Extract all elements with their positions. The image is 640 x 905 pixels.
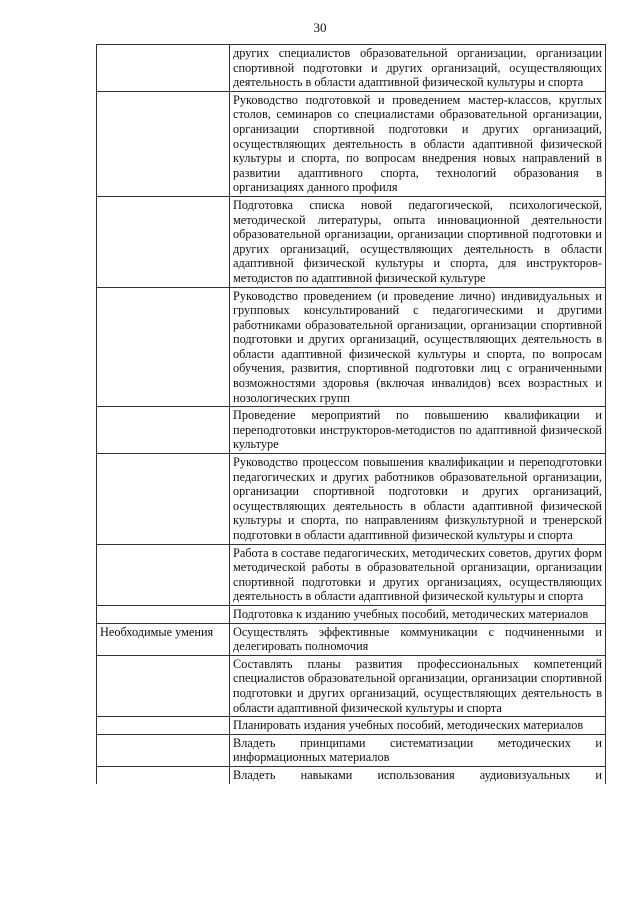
row-text: других специалистов образовательной организации, организации спортивной подготовки и других организаций, осуществляющих деятельность в области адаптивной физической культуры и спорта xyxy=(230,45,606,92)
row-label xyxy=(97,91,230,196)
row-text: Подготовка к изданию учебных пособий, методических материалов xyxy=(230,605,606,623)
table-row xyxy=(97,544,606,605)
row-text: Подготовка списка новой педагогической, психологической, методической литературы, опыта инновационной деятельности образовательной организации, организации спортивной подготовки и других организаций, осуществляющих деятельность в области адаптивной физической культуры и спорта, для инструкторов-методистов по адаптивной физической культуре xyxy=(230,196,606,287)
table-row xyxy=(97,655,606,716)
row-label xyxy=(97,196,230,287)
row-text: Руководство процессом повышения квалификации и переподготовки педагогических и других работников образовательной организации, организации спортивной подготовки и других организаций, осуществляющих деятельность в области адаптивной физической культуры и спорта, по направлениям физкультурной и тренерской подготовки в области адаптивной физической культуры и спорта xyxy=(230,454,606,545)
row-text: Планировать издания учебных пособий, методических материалов xyxy=(230,717,606,735)
row-text: Проведение мероприятий по повышению квалификации и переподготовки инструкторов-методистов по адаптивной физической культуре xyxy=(230,407,606,454)
row-text: Руководство подготовкой и проведением мастер-классов, круглых столов, семинаров со специалистами образовательной организации, организации спортивной подготовки и других организаций, осуществляющих деятельность в области адаптивной физической культуры и спорта, по вопросам внедрения новых направлений в развитии адаптивного спорта, технологий образования в организациях данного профиля xyxy=(230,91,606,196)
table-row xyxy=(97,407,606,454)
row-label xyxy=(97,734,230,766)
row-text: Составлять планы развития профессиональных компетенций специалистов образовательной организации, организации спортивной подготовки и других организаций, осуществляющих деятельность в области адаптивной физической культуры и спорта xyxy=(230,655,606,716)
row-label xyxy=(97,766,230,783)
row-text: Осуществлять эффективные коммуникации с подчиненными и делегировать полномочия xyxy=(230,623,606,655)
row-text: Работа в составе педагогических, методических советов, других форм методической работы в образовательной организации, организации спортивной подготовки и других организациях, осуществляющих деятельность в области адаптивной физической культуры и спорта xyxy=(230,544,606,605)
table-row xyxy=(97,45,606,92)
row-label xyxy=(97,655,230,716)
row-label xyxy=(97,407,230,454)
table-row xyxy=(97,766,606,783)
table-row xyxy=(97,605,606,623)
table-row xyxy=(97,734,606,766)
row-label xyxy=(97,287,230,407)
table-row xyxy=(97,623,606,655)
row-label: Необходимые умения xyxy=(97,623,230,655)
row-label xyxy=(97,544,230,605)
requirements-table xyxy=(96,44,606,784)
row-label xyxy=(97,605,230,623)
page-number: 30 xyxy=(313,20,327,35)
table-row xyxy=(97,454,606,545)
table-row xyxy=(97,91,606,196)
row-label xyxy=(97,45,230,92)
row-label xyxy=(97,717,230,735)
table-row xyxy=(97,287,606,407)
row-text: Руководство проведением (и проведение лично) индивидуальных и групповых консультирований с педагогическими и другими работниками образовательной организации, организации спортивной подготовки и других организаций, осуществляющих деятельность в области адаптивной физической культуры и спорта, по вопросам обучения, развития, спортивной подготовки лиц с ограниченными возможностями здоровья (включая инвалидов) всех возрастных и нозологических групп xyxy=(230,287,606,407)
table-row xyxy=(97,717,606,735)
row-text: Владеть навыками использования аудиовизуальных и xyxy=(230,766,606,783)
table-row xyxy=(97,196,606,287)
row-text: Владеть принципами систематизации методических и информационных материалов xyxy=(230,734,606,766)
row-label xyxy=(97,454,230,545)
